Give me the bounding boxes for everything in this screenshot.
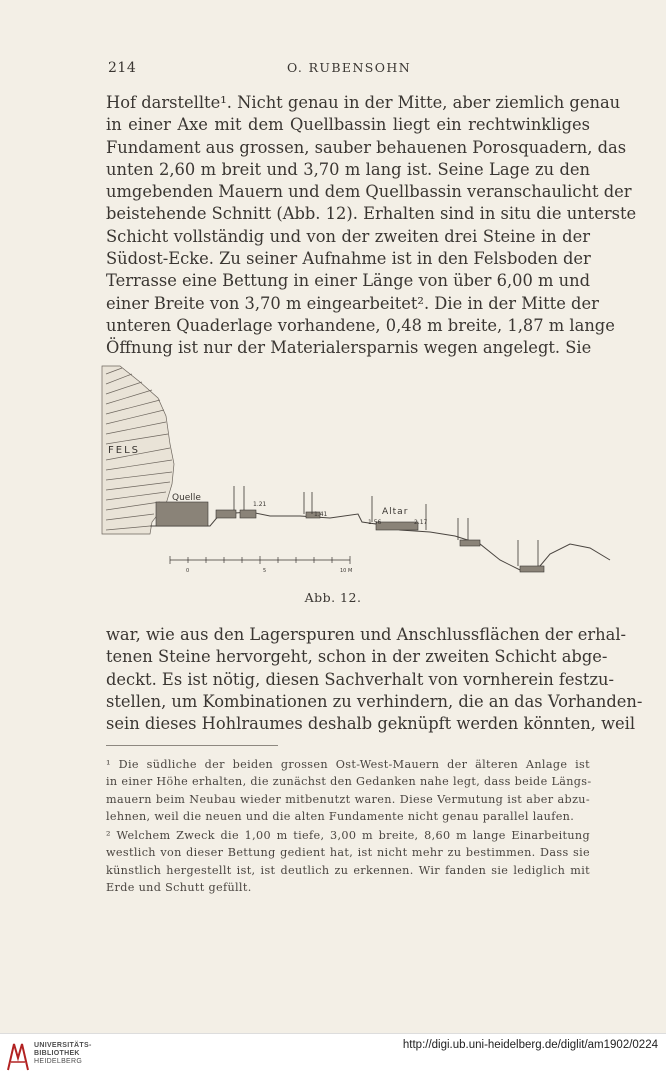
- measure-label: 1.56: [368, 519, 382, 526]
- footnote-line: mauern beim Neubau wieder mitbenutzt waren. Diese Vermutung ist aber abzu-: [106, 792, 590, 806]
- footnote-line: ² Welchem Zweck die 1,00 m tiefe, 3,00 m breite, 8,60 m lange Einarbeitung: [106, 829, 590, 842]
- text-line: Schicht vollständig und von der zweiten drei Steine in der: [106, 226, 590, 246]
- footnote-line: ¹ Die südliche der beiden grossen Ost-West-Mauern der älteren Anlage ist: [106, 758, 590, 771]
- footnote-line: in einer Höhe erhalten, die zunächst den Gedanken nahe legt, dass beide Längs-: [106, 775, 592, 789]
- page-header: [108, 60, 590, 84]
- paragraph-1: [106, 92, 637, 360]
- library-line: BIBLIOTHEK: [34, 1050, 80, 1057]
- label-fels: FELS: [108, 445, 140, 456]
- text-line: einer Breite von 3,70 m eingearbeitet². Die in der Mitte der: [106, 293, 599, 313]
- footnote-line: künstlich hergestellt ist, ist deutlich zu erkennen. Wir fanden sie lediglich mit: [106, 863, 590, 877]
- footnote-1: [106, 756, 590, 826]
- footnote-2: [106, 827, 590, 897]
- text-line: deckt. Es ist nötig, diesen Sachverhalt von vornherein festzu-: [106, 669, 615, 689]
- text-line: Terrasse eine Bettung in einer Länge von über 6,00 m und: [106, 271, 591, 291]
- text-line: Hof darstellte¹. Nicht genau in der Mitte, aber ziemlich genau: [106, 93, 621, 112]
- footnote-line: lehnen, weil die neuen und die alten Fundamente nicht genau parallel laufen.: [106, 810, 575, 824]
- text-line: Südost-Ecke. Zu seiner Aufnahme ist in den Felsboden der: [106, 249, 591, 269]
- paragraph-2: [106, 624, 643, 735]
- library-logo-icon: [6, 1040, 30, 1072]
- scale-bar: [170, 556, 350, 564]
- text-line: in einer Axe mit dem Quellbassin liegt ein rechtwinkliges: [106, 115, 590, 135]
- text-line: war, wie aus den Lagerspuren und Anschlussflächen der erhal-: [106, 625, 627, 644]
- footnote-line: Erde und Schutt gefüllt.: [106, 881, 252, 895]
- section-drawing: [100, 364, 620, 594]
- measure-label: 1.21: [253, 501, 267, 508]
- page-number: 214: [108, 60, 137, 76]
- text-line: tenen Steine hervorgeht, schon in der zweiten Schicht abge-: [106, 647, 608, 667]
- text-line: stellen, um Kombinationen zu verhindern, die an das Vorhanden-: [106, 691, 643, 711]
- footnote-line: westlich von dieser Bettung gedient hat, ist nicht mehr zu bestimmen. Dass sie: [106, 846, 590, 860]
- text-line: sein dieses Hohlraumes deshalb geknüpft werden könnten, weil: [106, 714, 636, 734]
- library-name: [34, 1042, 92, 1066]
- library-line: HEIDELBERG: [34, 1058, 83, 1065]
- text-line: unteren Quaderlage vorhandene, 0,48 m breite, 1,87 m lange: [106, 315, 615, 335]
- text-line: Fundament aus grossen, sauber behauenen Porosquadern, das: [106, 137, 627, 157]
- text-line: umgebenden Mauern und dem Quellbassin veranschaulicht der: [106, 182, 632, 202]
- text-line: beistehende Schnitt (Abb. 12). Erhalten sind in situ die unterste: [106, 204, 637, 224]
- scale-mid: 5: [263, 568, 267, 574]
- permalink-url[interactable]: http://digi.ub.uni-heidelberg.de/diglit/am1902/0224: [402, 1039, 658, 1051]
- text-line: unten 2,60 m breit und 3,70 m lang ist. Seine Lage zu den: [106, 159, 590, 179]
- scale-start: 0: [186, 568, 190, 574]
- scale-end: 10 M: [340, 568, 353, 574]
- measure-label: 1.41: [314, 511, 328, 518]
- library-line: UNIVERSITÄTS-: [34, 1042, 92, 1049]
- text-line: Öffnung ist nur der Materialersparnis wegen angelegt. Sie: [106, 338, 592, 358]
- figure-caption: Abb. 12.: [304, 590, 362, 605]
- running-head: O. RUBENSOHN: [286, 60, 412, 75]
- footnote-rule: [106, 745, 278, 746]
- label-quelle: Quelle: [172, 493, 201, 503]
- label-altar: Altar: [382, 507, 409, 517]
- measure-label: 2.17: [414, 519, 428, 526]
- viewer-footer: [0, 1033, 666, 1080]
